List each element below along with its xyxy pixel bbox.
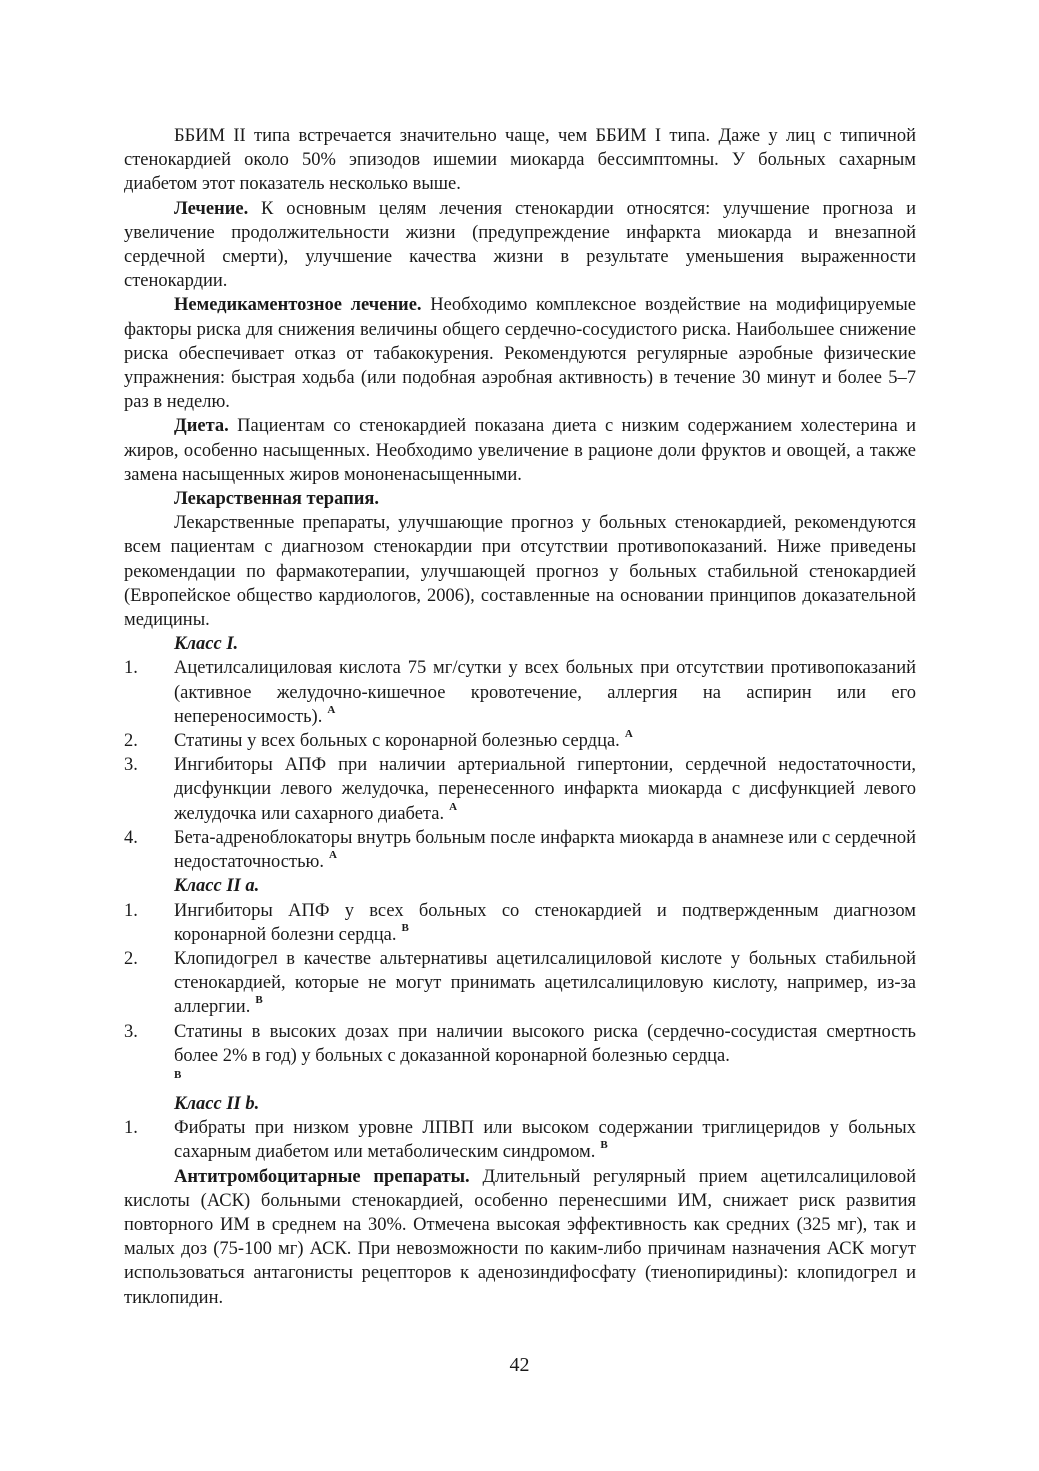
paragraph-text: Необходимо комплексное воздействие на модифицируемые факторы риска для снижения величины общего сердечно-сосудистого риска. Наибольшее снижение риска обеспечивает отказ от табакокурения. Рекомендуются регулярные аэробные физические упражнения: быстрая ходьба (или подобная аэробная активность) в течение 30 минут и более 5–7 раз в неделю.	[124, 295, 916, 413]
list-class-1	[124, 656, 916, 874]
list-item: 3. Ингибиторы АПФ при наличии артериальной гипертонии, сердечной недостаточности, дисфункции левого желудочка, перенесенного инфаркта миокарда с дисфункцией левого желудочка или сахарного диабета. $^A$	[124, 755, 916, 824]
run-in-heading: Немедикаментозное лечение.	[174, 295, 422, 316]
heading-class-1: Класс I.	[174, 634, 239, 655]
list-item: 1. Фибраты при низком уровне ЛПВП или высоком содержании триглицеридов у больных сахарным диабетом или метаболическим синдромом. $^B$	[124, 1118, 916, 1163]
evidence-grade: A	[328, 849, 337, 862]
evidence-grade: B	[255, 994, 263, 1007]
list-item: 2. Статины у всех больных с коронарной болезнью сердца. $^A$	[124, 728, 633, 752]
page-number: 42	[509, 1354, 530, 1376]
paragraph-drug-therapy: Лекарственные препараты, улучшающие прогноз у больных стенокардией, рекомендуются всем пациентам с диагнозом стенокардии при отсутствии противопоказаний. Ниже приведены рекомендации по фармакотерапии, улучшающей прогноз у больных стабильной стенокардией (Европейское общество кардиологов, 2006), составленные на основании принципов доказательной медицины.	[124, 513, 916, 631]
paragraph-text: Длительный регулярный прием ацетилсалициловой кислоты (АСК) больными стенокардией, особенно перенесшими ИМ, снижает риск развития повторного ИМ в среднем на 30%. Отмечена высокая эффективность как средних (325 мг), так и малых доз (75-100 мг) АСК. При невозможности по каким-либо причинам назначения АСК могут использоваться антагонисты рецепторов к аденозиндифосфату (тиенопиридины): клопидогрел и тиклопидин.	[124, 1166, 916, 1308]
heading-drug-therapy: Лекарственная терапия.	[174, 489, 380, 510]
evidence-grade: A	[449, 800, 458, 813]
heading-class-2b: Класс II b.	[174, 1093, 260, 1114]
list-item: 1. Ингибиторы АПФ у всех больных со стенокардией и подтвержденным диагнозом коронарной болезни сердца. $^B$	[124, 900, 916, 945]
paragraph-non-drug-treatment	[124, 293, 916, 414]
heading-class-2a: Класс II a.	[174, 876, 260, 897]
paragraph-intro: ББИМ II типа встречается значительно чаще, чем ББИМ I типа. Даже у лиц с типичной стенокардией около 50% эпизодов ишемии миокарда бессимптомны. У больных сахарным диабетом этот показатель несколько выше.	[124, 126, 916, 195]
evidence-grade: B	[600, 1139, 608, 1152]
paragraph-text: Пациентам со стенокардией показана диета с низким содержанием холестерина и жиров, особенно насыщенных. Необходимо увеличение в рационе доли фруктов и овощей, а также замена насыщенных жиров мононенасыщенными.	[124, 416, 916, 485]
run-in-heading: Лечение.	[174, 198, 249, 219]
evidence-grade: B	[401, 921, 409, 934]
evidence-grade: A	[624, 728, 633, 741]
document-page	[124, 124, 916, 1310]
list-class-2b	[124, 1116, 916, 1164]
list-item: 3. Статины в высоких дозах при наличии высокого риска (сердечно-сосудистая смертность более 2% в год) у больных с доказанной коронарной болезнью сердца. B	[124, 1020, 916, 1092]
paragraph-diet	[124, 414, 916, 487]
run-in-heading: Диета.	[174, 416, 229, 437]
list-item: 1. Ацетилсалициловая кислота 75 мг/сутки у всех больных при отсутствии противопоказаний (активное желудочно-кишечное кровотечение, аллергия на аспирин или его непереносимость). $^A$	[124, 658, 916, 727]
run-in-heading: Антитромбоцитарные препараты.	[174, 1166, 470, 1187]
evidence-grade: B	[174, 1068, 182, 1081]
list-item: 2. Клопидогрел в качестве альтернативы ацетилсалициловой кислоте у больных стабильной стенокардией, которые не могут принимать ацетилсалициловую кислоту, например, из-за аллергии. $^B$	[124, 948, 916, 1018]
paragraph-treatment	[124, 197, 916, 294]
paragraph-antiplatelet	[124, 1165, 916, 1310]
list-class-2a	[124, 899, 916, 1092]
evidence-grade: A	[327, 703, 336, 716]
list-item: 4. Бета-адреноблокаторы внутрь больным после инфаркта миокарда в анамнезе или с сердечной недостаточностью. $^A$	[124, 827, 916, 873]
paragraph-text: К основным целям лечения стенокардии относятся: улучшение прогноза и увеличение продолжительности жизни (предупреждение инфаркта миокарда и внезапной сердечной смерти), улучшение качества жизни в результате уменьшения выраженности стенокардии.	[124, 198, 916, 292]
